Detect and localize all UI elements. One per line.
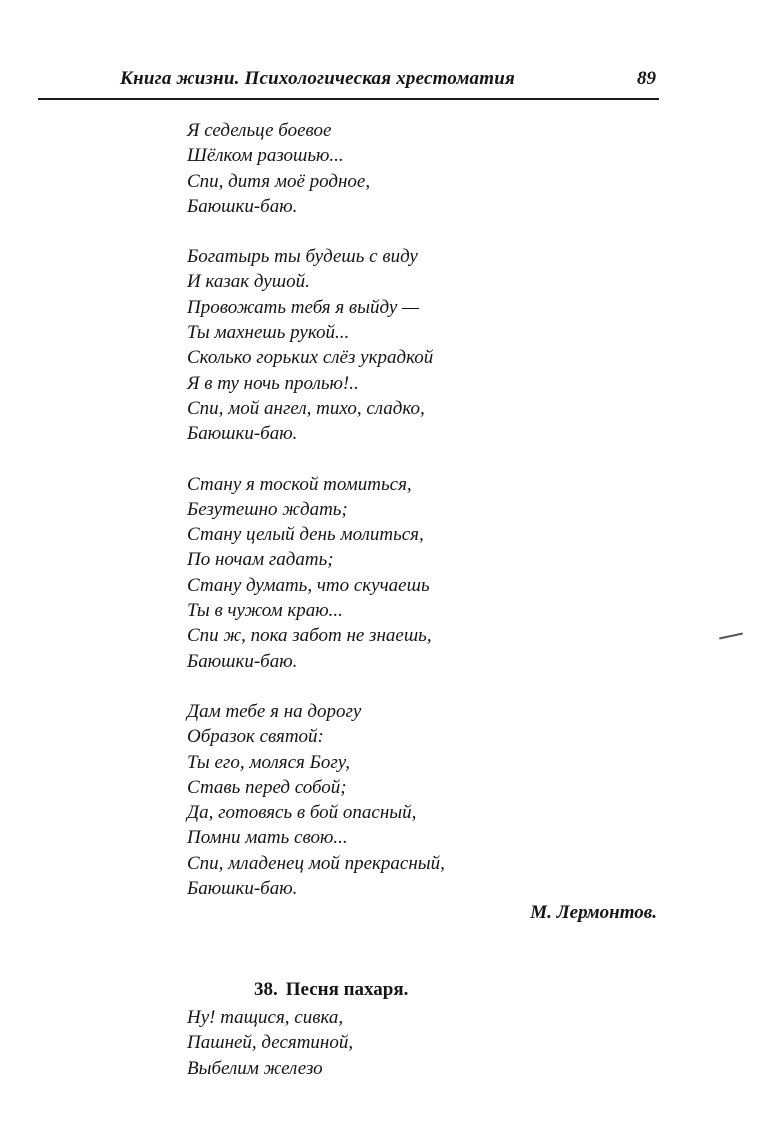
stanza	[187, 472, 647, 674]
scan-mark	[719, 633, 743, 640]
poem-line: Баюшки-баю.	[187, 195, 298, 217]
poem-line: Спи, дитя моё родное,	[187, 170, 371, 192]
section-title: Песня пахаря.	[285, 979, 409, 1000]
poem-line: Баюшки-баю.	[187, 878, 298, 900]
poem-line: Богатырь ты будешь с виду	[187, 246, 418, 268]
poem-line: Спи, младенец мой прекрасный,	[187, 852, 445, 874]
running-title: Книга жизни. Психологическая хрестоматия	[120, 68, 515, 89]
poem-line: Помни мать свою...	[187, 827, 348, 849]
poem-line: Ты его, моляся Богу,	[187, 751, 350, 773]
poem-line: Я седельце боевое	[187, 120, 332, 141]
stanza	[187, 244, 647, 446]
second-poem	[187, 1005, 353, 1081]
poem-line: Безутешно ждать;	[187, 498, 348, 520]
section-number: 38.	[254, 979, 278, 1000]
poem-line: По ночам гадать;	[187, 549, 334, 571]
stanza	[187, 699, 647, 901]
poem-line: Да, готовясь в бой опасный,	[187, 802, 417, 824]
poem-line: Выбелим железо	[187, 1057, 323, 1079]
page-number: 89	[637, 68, 656, 89]
poem-line: Шёлком разошью...	[187, 145, 344, 167]
poem-line: Ставь перед собой;	[187, 776, 347, 798]
poem-line: Сколько горьких слёз украдкой	[187, 347, 434, 369]
poem-line: Ты в чужом краю...	[187, 600, 343, 622]
poem-line: Спи, мой ангел, тихо, сладко,	[187, 397, 425, 419]
poem	[187, 118, 647, 926]
poem-line: Стану я тоской томиться,	[187, 473, 412, 495]
poem-line: Образок святой:	[187, 726, 324, 748]
running-header	[38, 64, 659, 100]
poem-line: Я в ту ночь пролью!..	[187, 372, 359, 394]
poem-line: И казак душой.	[187, 271, 310, 293]
poem-line: Стану думать, что скучаешь	[187, 574, 430, 596]
stanza	[187, 118, 647, 219]
poem-line: Спи ж, пока забот не знаешь,	[187, 625, 432, 647]
poem-line: Баюшки-баю.	[187, 423, 298, 445]
poem-author: М. Лермонтов.	[530, 902, 657, 923]
poem-line: Ты махнешь рукой...	[187, 322, 350, 344]
poem-line: Провожать тебя я выйду —	[187, 296, 419, 318]
section-heading	[254, 979, 408, 1001]
poem-line: Ну! тащися, сивка,	[187, 1007, 344, 1028]
poem-line: Стану целый день молиться,	[187, 524, 424, 546]
poem-line: Пашней, десятиной,	[187, 1032, 354, 1054]
poem-line: Баюшки-баю.	[187, 650, 298, 672]
poem-line: Дам тебе я на дорогу	[187, 700, 362, 722]
